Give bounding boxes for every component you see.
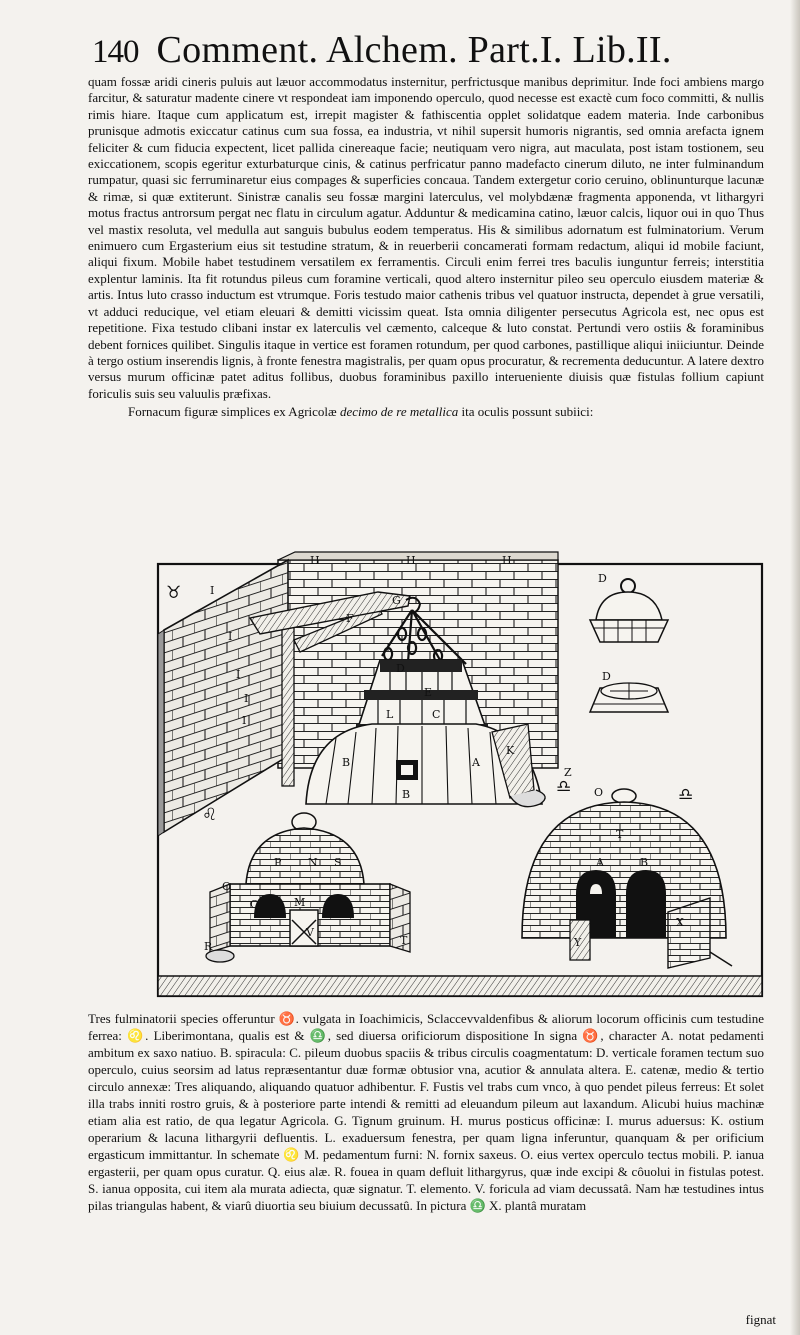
page-edge-shadow bbox=[790, 0, 800, 1335]
right-oven bbox=[522, 789, 732, 968]
label-h-2: H bbox=[406, 554, 416, 567]
symbol-leo-1: ♌ bbox=[202, 805, 218, 825]
label-l: L bbox=[386, 708, 394, 721]
label-t-right: T bbox=[616, 828, 624, 841]
label-v: V bbox=[306, 926, 314, 939]
label-i-4: I bbox=[244, 692, 249, 705]
label-m: M bbox=[294, 896, 306, 909]
label-d-pileus: D bbox=[396, 662, 405, 675]
catchword: fignat bbox=[745, 1312, 776, 1327]
label-s: S bbox=[334, 856, 342, 869]
label-b-1: B bbox=[342, 756, 351, 769]
label-e: E bbox=[424, 686, 433, 699]
label-b-2: B bbox=[402, 788, 411, 801]
ground-strip bbox=[158, 976, 762, 996]
label-z: Z bbox=[564, 766, 572, 779]
caption-paragraph: Tres fulminatorii species offeruntur ♉. vulgata in Ioachimicis, Sclaccevvaldenfibus & aliorum locorum officinis cum testudine ferrea: ♌. Liberimontana, qualis est & ♎, sed diuersa orificiorum dispositione In signa ♉, character A. notat pedamenti ambitum ex saxo natiuo. B. spiracula: C. pileum duobus spaciis & tribus circulis coagmentatum: D. verticale foramen tectum suo operculo, cuius seorsim ad latus repræsentantur duæ formæ obtusior vna, acutior & annulata altera. E. catenæ, medio & tertio circulo annexæ: Tres aliquando, aliquando quatuor adhibentur. F. Fustis vel trabs cum vnco, à quo pendet pileus ferreus: Et solet illa trabs inniti rostro gruis, & à posteriore parte intendi & remitti ad eleuandum pileum aut laxandum. Alicubi huius machinæ etiam alia est ratio, de qua legatur Agricola. G. Tignum gruinum. H. murus posticus officinæ: I. murus aduersus: K. ostium operarium & lacuna lithargyrii defluentis. L. exaduersum fenestra, per quam ligna inferuntur, quanquam & per orificium ergasticum immittantur. In schemate ♌ M. pedamentum furni: N. fornix saxeus. O. eius vertex operculo tectus mobili. P. ianua ergasterii, per quam opus curatur. Q. eius alæ. R. fouea in quam defluit lithargyrus, quæ inde excipi & côuolui in fistulas potest. S. ianua opposita, cui item ala murata adiecta, quæ signatur. T. elemento. V. foricula ad viam decussatâ. Nam hæ testudines intus pilas triangulas habent, & viarû diuortia seu biuium decussatû. In pictura ♎ X. plantâ muratam bbox=[88, 1011, 764, 1213]
label-i-1: I bbox=[210, 584, 215, 597]
label-k: K bbox=[506, 744, 515, 757]
furnace-woodcut-figure bbox=[150, 548, 770, 1000]
label-g: G bbox=[392, 594, 401, 607]
label-q: Q bbox=[250, 898, 260, 911]
symbol-taurus-1: ♉ bbox=[166, 583, 182, 603]
figure-intro-line bbox=[88, 404, 764, 420]
cap-domed bbox=[590, 579, 668, 642]
label-o-right: O bbox=[594, 786, 604, 799]
label-n: N bbox=[308, 856, 318, 869]
label-y: Y bbox=[574, 936, 582, 949]
left-oven bbox=[206, 813, 410, 962]
label-h-1: H bbox=[310, 554, 320, 567]
label-h-3: H bbox=[502, 554, 512, 567]
cap-flat bbox=[590, 683, 668, 712]
running-title: Comment. Alchem. Part.I. Lib.II. bbox=[156, 29, 672, 71]
label-i-5: I bbox=[242, 714, 247, 727]
symbol-libra-1: ♎ bbox=[556, 777, 572, 797]
label-t-left: T bbox=[400, 934, 408, 947]
label-b-right: B bbox=[640, 856, 649, 869]
label-x: X bbox=[676, 916, 684, 929]
label-f: F bbox=[346, 612, 354, 625]
body-paragraph: quam fossæ aridi cineris puluis aut læuor accommodatus insternitur, perfrictusque manibus deprimitur. Inde foci ambiens margo farcitur, & saturatur madente cinere vt respondeat iam imponendo operculo, quod necesse est exactè cum foco committi, & nullis rimis hiare. Itaque cum applicatum est, irrepit magister & fathiscentia opplet solidatque eadem materia. Inde carbonibus prunisque admotis exiccatur catinus cum sua fossa, ea industria, vt nihil supersit humoris nigrantis, sed omnia arefacta ignem feliciter & cum fiducia expectent, licet pallida cinereaque facie; neutiquam vero nigra, aut maculata, post istam tostionem, seu exiccationem, scopis egeritur exturbaturque cinis, & catinus perfricatur panno madefacto cinerum diluto, ne inter fulminandum rumpatur, quasi sic ferruminaretur eius compages & superficies concaua. Tandem extergetur corio ceruino, oblinunturque lacunæ & rimæ, si quæ extiterunt. Sinistræ canalis seu fossæ margini laterculus, vel molybdænæ fragmenta apponenda, vt lithargyri motus fractus antrorsum pergat nec flatu in circulum agatur. Adduntur & medicamina catino, læuor calcis, liquor oui in quo Thus vel mastix resoluta, vel medulla aut sanguis bubulus eodem temperatus. His & similibus adornatum est fulminatorium. Verum enimuero cum Ergasterium eius sit testudine stratum, & in reuerberii concamerati formam redactum, aliqui id mobile faciunt, aliqui fixum. Mobile habet testudinem versatilem ex ferramentis. Circuli enim ferrei tres baculis iunguntur ferreis; interstitia explentur laminis. Ita fit rotundus pileus cum foramine verticali, quod altero insternitur pileo seu operculo eiusdem materiæ & artis. Intus luto crasso inductum est vtrumque. Foris testudo maior cathenis tribus vel quatuor instructa, dependet à grue versatili, vt adduci reducique, vel etiam eleuari & demitti vicissim queat. Ista omnia diligenter persecutus Agricola est, nec opus est repetitione. Fixa testudo clibani instar ex laterculis vel cæmento, calceque & luto constat. Pertundi vero ostiis & foraminibus debent fornices quilibet. Singulis itaque in vertice est foramen rotundum, per quod carbones, pastillique aliqui iniiciuntur. Deinde à tergo ostium inserendis lignis, à fronte fenestra magistralis, per quam opus procuratur, & recrementa deducuntur. A latere dextro versus murum officinæ patet aditus follibus, duobus foraminibus paxillo interueniente diuisis quæ fistulas follium capiunt foriculis suis seu valuulis præfixas. bbox=[88, 74, 764, 401]
symbol-libra-2: ♎ bbox=[678, 785, 694, 805]
label-i-3: I bbox=[236, 668, 241, 681]
main-text-block bbox=[88, 74, 764, 421]
label-r: R bbox=[204, 940, 213, 953]
figure-intro-emphasis: decimo de re metallica bbox=[339, 404, 459, 420]
label-c: C bbox=[432, 708, 441, 721]
label-i-2: I bbox=[228, 630, 233, 643]
label-p: P bbox=[274, 856, 282, 869]
page-number: 140 bbox=[92, 34, 139, 70]
label-a: A bbox=[472, 756, 480, 769]
label-d-cap1: D bbox=[598, 572, 607, 585]
caption-text-block bbox=[88, 1010, 764, 1214]
figure-intro-tail: ita oculis possunt subiici: bbox=[461, 404, 594, 420]
woodcut-illustration bbox=[150, 548, 770, 1000]
label-o-left: O bbox=[222, 880, 232, 893]
figure-intro-text: Fornacum figuræ simplices ex Agricolæ bbox=[128, 404, 337, 420]
label-d-cap2: D bbox=[602, 670, 611, 683]
label-a-right: A bbox=[596, 856, 604, 869]
running-header bbox=[92, 28, 792, 74]
